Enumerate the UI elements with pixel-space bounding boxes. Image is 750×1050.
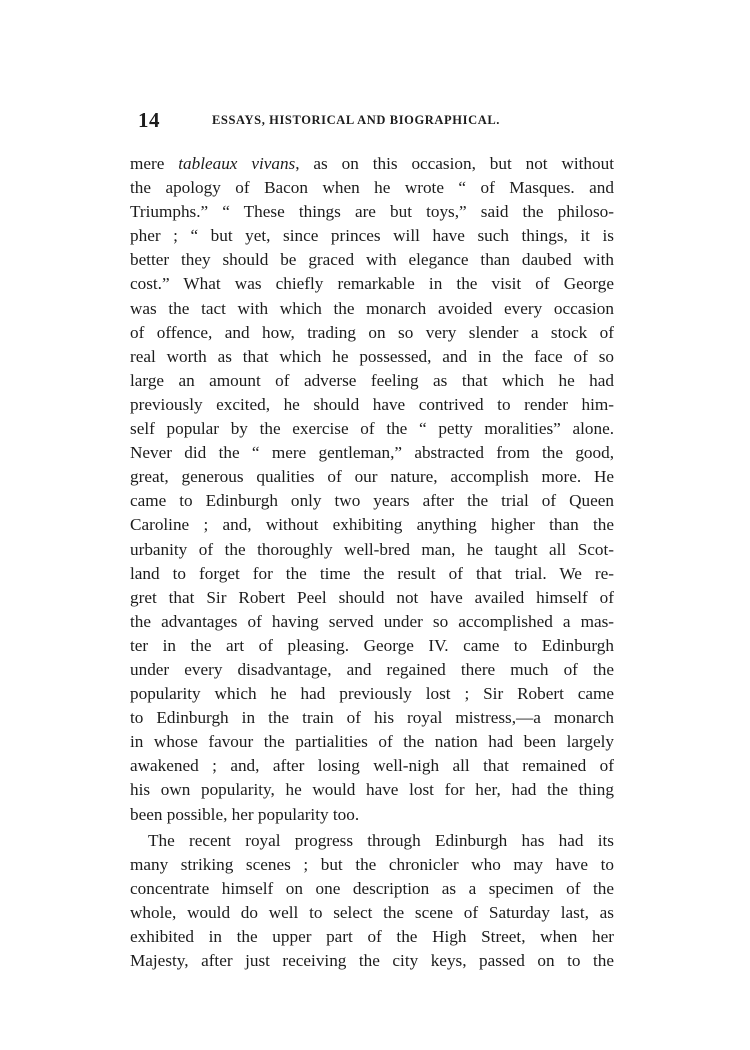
- text-line-2: the apology of Bacon when he wrote “ of Masques. and: [130, 178, 614, 198]
- text-line-10: large an amount of adverse feeling as that which he had: [130, 370, 614, 390]
- text-line-28: been possible, her popularity too.: [130, 804, 360, 824]
- text-line-12: self popular by the exercise of the “ petty moralities” alone.: [130, 419, 614, 439]
- italic-phrase: tableaux vivans: [178, 154, 296, 173]
- text-line-26: awakened ; and, after losing well-nigh all that remained of: [130, 756, 614, 776]
- paragraph: [130, 829, 614, 974]
- page-number: 14: [138, 108, 160, 132]
- text-line-17: urbanity of the thoroughly well-bred man, he taught all Scot-: [130, 539, 614, 559]
- text-line-5: better they should be graced with elegance than daubed with: [130, 250, 614, 270]
- text-line-3: Triumphs.” “ These things are but toys,” said the philoso-: [130, 202, 614, 222]
- text-line-9: real worth as that which he possessed, and in the face of so: [130, 346, 614, 366]
- text-line-11: previously excited, he should have contrived to render him-: [130, 394, 614, 414]
- text-line-6: cost.” What was chiefly remarkable in the visit of George: [130, 274, 614, 294]
- text-line-23: popularity which he had previously lost ; Sir Robert came: [130, 684, 614, 704]
- text-line-33: exhibited in the upper part of the High Street, when her: [130, 927, 614, 946]
- text-line-13: Never did the “ mere gentleman,” abstracted from the good,: [130, 443, 614, 463]
- text-line-1: mere tableaux vivans, as on this occasion, but not without: [130, 154, 614, 173]
- text-line-30: many striking scenes ; but the chronicler who may have to: [130, 854, 614, 874]
- text-line-27: his own popularity, he would have lost for her, had the thing: [130, 780, 614, 800]
- text-line-15: came to Edinburgh only two years after the trial of Queen: [130, 491, 614, 511]
- body-text: [130, 152, 614, 973]
- text-line-4: pher ; “ but yet, since princes will have such things, it is: [130, 226, 614, 246]
- text-line-31: concentrate himself on one description as a specimen of the: [130, 878, 614, 898]
- text-line-8: of offence, and how, trading on so very slender a stock of: [130, 322, 614, 342]
- text-line-19: gret that Sir Robert Peel should not have availed himself of: [130, 587, 614, 607]
- text-line-29: The recent royal progress through Edinburgh has had its: [148, 830, 614, 850]
- text-line-22: under every disadvantage, and regained there much of the: [130, 659, 614, 679]
- text-line-32: whole, would do well to select the scene of Saturday last, as: [130, 902, 614, 922]
- paragraph: [130, 152, 614, 827]
- running-head: ESSAYS, HISTORICAL AND BIOGRAPHICAL.: [212, 113, 500, 127]
- text-line-24: to Edinburgh in the train of his royal mistress,—a monarch: [130, 708, 614, 728]
- text-line-16: Caroline ; and, without exhibiting anything higher than the: [130, 515, 614, 535]
- text-line-20: the advantages of having served under so accomplished a mas-: [130, 611, 614, 631]
- text-line-21: ter in the art of pleasing. George IV. came to Edinburgh: [130, 635, 614, 655]
- text-line-14: great, generous qualities of our nature, accomplish more. He: [130, 467, 614, 487]
- text-line-7: was the tact with which the monarch avoided every occasion: [130, 298, 614, 318]
- page-header: [130, 108, 610, 138]
- text-line-25: in whose favour the partialities of the nation had been largely: [130, 732, 614, 752]
- text-line-34: Majesty, after just receiving the city keys, passed on to the: [130, 951, 614, 971]
- text-line-18: land to forget for the time the result of that trial. We re-: [130, 563, 614, 583]
